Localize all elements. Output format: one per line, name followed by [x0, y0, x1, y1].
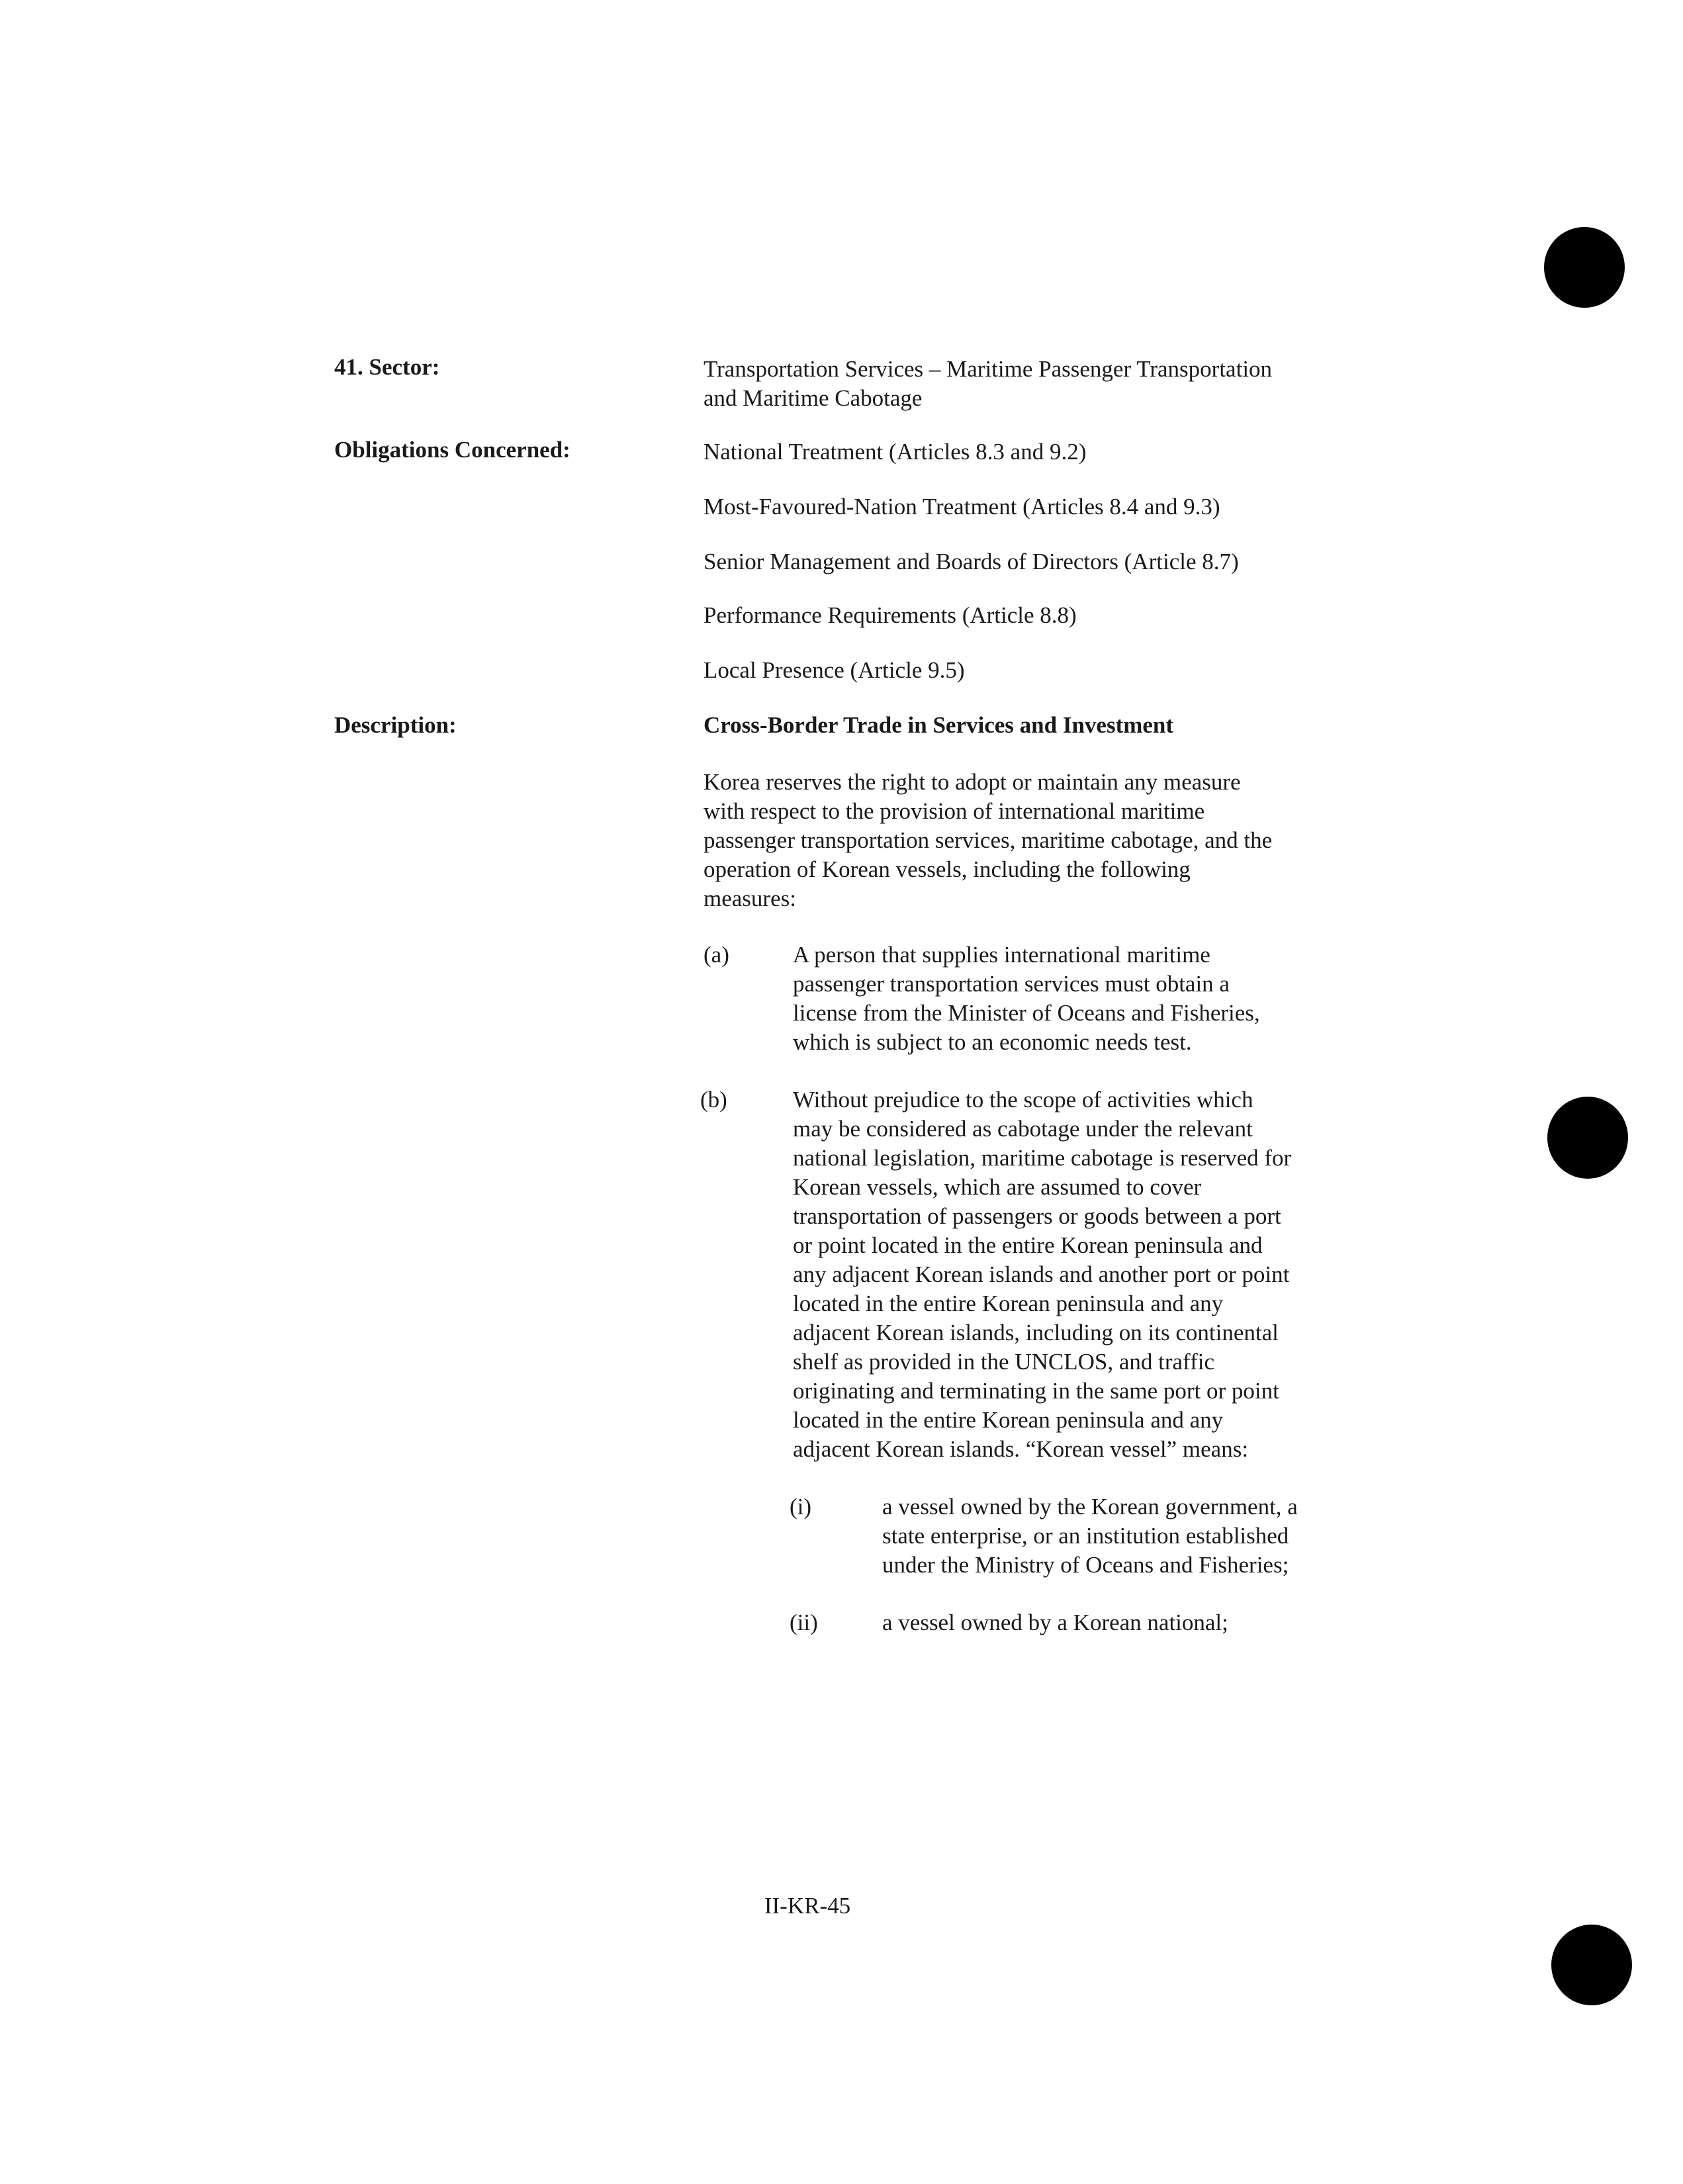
- obligation-item: Local Presence (Article 9.5): [704, 657, 965, 683]
- item-b-line: national legislation, maritime cabotage is reserved for: [793, 1145, 1292, 1171]
- item-b-line: Korean vessels, which are assumed to cover: [793, 1174, 1202, 1200]
- obligation-item: Senior Management and Boards of Directors (Article 8.7): [704, 549, 1239, 574]
- item-b-line: adjacent Korean islands. “Korean vessel” means:: [793, 1436, 1249, 1462]
- sector-value-line: and Maritime Cabotage: [704, 385, 923, 411]
- item-a-line: license from the Minister of Oceans and Fisheries,: [793, 1000, 1260, 1026]
- item-a-marker: (a): [704, 942, 729, 968]
- sector-value: [704, 355, 1365, 413]
- item-b-line: shelf as provided in the UNCLOS, and traffic: [793, 1349, 1214, 1375]
- item-b-line: may be considered as cabotage under the relevant: [793, 1116, 1253, 1142]
- item-a-line: A person that supplies international maritime: [793, 942, 1210, 968]
- obligation-item: Most-Favoured-Nation Treatment (Articles 8.4 and 9.3): [704, 494, 1220, 520]
- subitem-i-line: a vessel owned by the Korean government, a: [882, 1494, 1298, 1520]
- item-b-line: any adjacent Korean islands and another port or point: [793, 1261, 1290, 1287]
- description-heading: Cross-Border Trade in Services and Investment: [704, 712, 1174, 738]
- subitem-i-line: state enterprise, or an institution established: [882, 1523, 1289, 1549]
- punch-hole-bottom: [1551, 1925, 1632, 2005]
- intro-line: passenger transportation services, maritime cabotage, and the: [704, 827, 1273, 853]
- item-b-line: located in the entire Korean peninsula and any: [793, 1407, 1224, 1433]
- subitem-ii-marker: (ii): [790, 1610, 818, 1635]
- item-b-line: transportation of passengers or goods between a port: [793, 1203, 1281, 1229]
- obligation-item: National Treatment (Articles 8.3 and 9.2): [704, 439, 1087, 465]
- item-b-line: or point located in the entire Korean peninsula and: [793, 1232, 1263, 1258]
- item-b-line: Without prejudice to the scope of activities which: [793, 1087, 1253, 1113]
- item-b-text: [793, 1085, 1375, 1464]
- item-b-line: located in the entire Korean peninsula and any: [793, 1291, 1224, 1316]
- item-b-marker: (b): [700, 1087, 727, 1113]
- intro-line: with respect to the provision of international maritime: [704, 798, 1205, 824]
- obligation-item: Performance Requirements (Article 8.8): [704, 602, 1077, 628]
- page-number: II-KR-45: [764, 1893, 851, 1919]
- description-intro: [704, 768, 1365, 913]
- intro-line: measures:: [704, 886, 796, 911]
- item-a-line: which is subject to an economic needs test.: [793, 1029, 1192, 1055]
- item-a-line: passenger transportation services must obtain a: [793, 971, 1230, 997]
- sector-value-line: Transportation Services – Maritime Passenger Transportation: [704, 356, 1273, 382]
- item-b-line: adjacent Korean islands, including on its continental: [793, 1320, 1279, 1345]
- item-b-line: originating and terminating in the same port or point: [793, 1378, 1279, 1404]
- subitem-ii-line: a vessel owned by a Korean national;: [882, 1610, 1228, 1635]
- subitem-i-marker: (i): [790, 1494, 812, 1520]
- description-label: Description:: [334, 712, 457, 738]
- punch-hole-middle: [1547, 1097, 1628, 1179]
- sector-label: 41. Sector:: [334, 354, 440, 380]
- intro-line: operation of Korean vessels, including the following: [704, 856, 1191, 882]
- obligations-label: Obligations Concerned:: [334, 437, 570, 463]
- item-a-text: [793, 940, 1369, 1057]
- subitem-i-text: [882, 1492, 1385, 1580]
- subitem-ii-text: [882, 1608, 1385, 1637]
- intro-line: Korea reserves the right to adopt or maintain any measure: [704, 769, 1241, 795]
- subitem-i-line: under the Ministry of Oceans and Fisheries;: [882, 1552, 1289, 1578]
- punch-hole-top: [1544, 227, 1625, 308]
